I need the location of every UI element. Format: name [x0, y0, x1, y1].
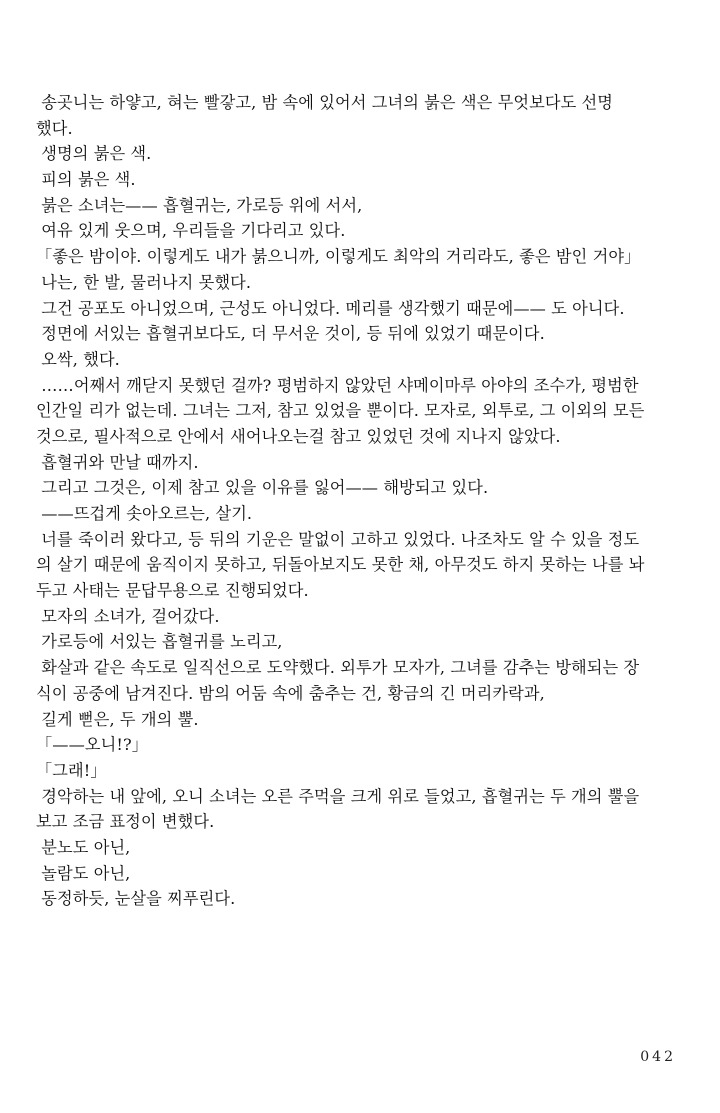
text-line: 했다.	[36, 118, 73, 138]
text-line: 정면에 서있는 흡혈귀보다도, 더 무서운 것이, 등 뒤에 있었기 때문이다.	[36, 324, 545, 344]
text-line: 길게 뻗은, 두 개의 뿔.	[36, 709, 199, 729]
text-line: 흡혈귀와 만날 때까지.	[36, 452, 199, 472]
text-line: 분노도 아닌,	[36, 837, 131, 857]
text-line: 의 살기 때문에 움직이지 못하고, 뒤돌아보지도 못한 채, 아무것도 하지 못하는 나를 놔	[36, 555, 645, 575]
text-line: 여유 있게 웃으며, 우리들을 기다리고 있다.	[36, 221, 346, 241]
text-line: 보고 조금 표정이 변했다.	[36, 812, 215, 832]
text-line: 화살과 같은 속도로 일직선으로 도약했다. 외투가 모자가, 그녀를 감추는 방해되는 장	[36, 658, 640, 678]
text-line: 것으로, 필사적으로 안에서 새어나오는걸 참고 있었던 것에 지나지 않았다.	[36, 426, 561, 446]
text-line: 놀람도 아닌,	[36, 863, 131, 883]
text-line: 송곳니는 하얗고, 혀는 빨갛고, 밤 속에 있어서 그녀의 붉은 색은 무엇보다도 선명	[36, 93, 614, 112]
text-line: 생명의 붉은 색.	[36, 144, 152, 164]
text-line: 「——오니!?」	[36, 735, 149, 755]
text-line: 피의 붉은 색.	[36, 170, 136, 190]
text-line: 나는, 한 발, 물러나지 못했다.	[36, 272, 252, 292]
text-line: 너를 죽이러 왔다고, 등 뒤의 기운은 말없이 고하고 있었다. 나조차도 알 수 있을 정도	[36, 529, 640, 549]
page-number: 042	[640, 1049, 676, 1065]
text-line: ——뜨겁게 솟아오르는, 살기.	[36, 504, 253, 523]
text-line: 두고 사태는 문답무용으로 진행되었다.	[36, 581, 309, 601]
body-text	[36, 90, 686, 912]
text-line: 오싹, 했다.	[36, 349, 120, 369]
text-line: 그건 공포도 아니었으며, 근성도 아니었다. 메리를 생각했기 때문에—— 도 아니다.	[36, 298, 625, 318]
text-line: 「그래!」	[36, 760, 107, 780]
text-line: 붉은 소녀는—— 흡혈귀는, 가로등 위에 서서,	[36, 195, 363, 215]
text-line: 그리고 그것은, 이제 참고 있을 이유를 잃어—— 해방되고 있다.	[36, 478, 489, 498]
text-line: 동정하듯, 눈살을 찌푸린다.	[36, 889, 236, 909]
text-line: 경악하는 내 앞에, 오니 소녀는 오른 주먹을 크게 위로 들었고, 흡혈귀는 두 개의 뿔을	[36, 786, 640, 806]
text-line: 모자의 소녀가, 걸어갔다.	[36, 606, 220, 626]
text-line: 가로등에 서있는 흡혈귀를 노리고,	[36, 632, 283, 652]
text-line: 인간일 리가 없는데. 그녀는 그저, 참고 있었을 뿐이다. 모자로, 외투로, 그 이외의 모든	[36, 401, 645, 421]
text-line: 식이 공중에 남겨진다. 밤의 어둠 속에 춤추는 건, 황금의 긴 머리카락과,	[36, 683, 545, 703]
text-line: ……어째서 깨닫지 못했던 걸까? 평범하지 않았던 샤메이마루 아야의 조수가, 평범한	[36, 375, 639, 395]
text-line: 「좋은 밤이야. 이렇게도 내가 붉으니까, 이렇게도 최악의 거리라도, 좋은 밤인 거야」	[36, 247, 641, 267]
